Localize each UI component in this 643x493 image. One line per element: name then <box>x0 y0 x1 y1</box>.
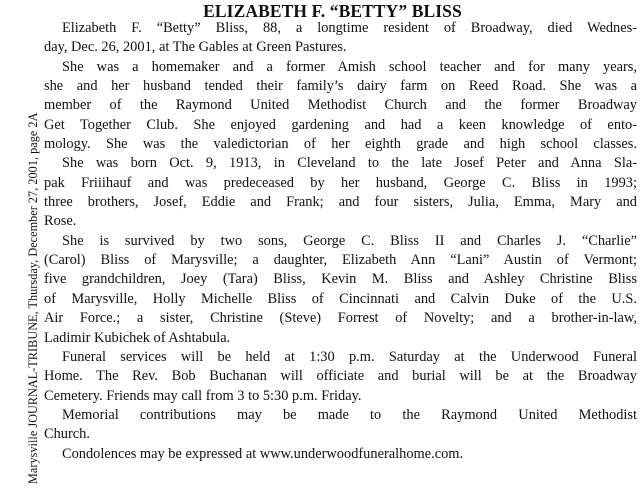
paragraph-memorial-contributions <box>44 406 637 445</box>
text-line: Memorial contributions may be made to the Raymond United Methodist <box>62 406 637 423</box>
text-line: she and her husband tended their family’s dairy farm on Reed Road. She was a <box>44 78 637 95</box>
text-line: Condolences may be expressed at www.underwoodfuneralhome.com. <box>62 445 464 462</box>
text-line: pak Friiihauf and was predeceased by her husband, George C. Bliss in 1993; <box>44 174 637 191</box>
text-line: Home. The Rev. Bob Buchanan will officiate and burial will be at the Broadway <box>44 368 637 385</box>
obituary-title: ELIZABETH F. “BETTY” BLISS <box>203 1 462 21</box>
text-line: She is survived by two sons, George C. Bliss II and Charles J. “Charlie” <box>62 232 637 249</box>
text-line: Rose. <box>44 213 77 230</box>
text-line: Cemetery. Friends may call from 3 to 5:30 p.m. Friday. <box>44 387 362 404</box>
text-line: Ladimir Kubichek of Ashtabula. <box>44 329 231 346</box>
text-line: three brothers, Josef, Eddie and Frank; and four sisters, Julia, Emma, Mary and <box>44 194 637 211</box>
paragraph-funeral-services <box>44 348 637 406</box>
text-line: She was a homemaker and a former Amish school teacher and for many years, <box>62 58 637 75</box>
paragraph-death-notice <box>44 19 637 58</box>
text-line: five grandchildren, Joey (Tara) Bliss, Kevin M. Bliss and Ashley Christine Bliss <box>44 271 637 288</box>
text-line: member of the Raymond United Methodist Church and the former Broadway <box>44 97 637 114</box>
paragraph-biography <box>44 58 637 155</box>
obituary-body <box>44 19 637 464</box>
text-line: Elizabeth F. “Betty” Bliss, 88, a longtime resident of Broadway, died Wednes- <box>62 20 637 36</box>
text-line: day, Dec. 26, 2001, at The Gables at Green Pastures. <box>44 39 347 56</box>
text-line: Air Force.; a sister, Christine (Steve) Forrest of Novelty; and a brother-in-law, <box>44 310 637 327</box>
paragraph-survivors <box>44 232 637 348</box>
text-line: She was born Oct. 9, 1913, in Cleveland to the late Josef Peter and Anna Sla- <box>62 155 637 172</box>
paragraph-birth-family <box>44 154 637 231</box>
text-line: of Marysville, Holly Michelle Bliss of Cincinnati and Calvin Duke of the U.S. <box>44 290 637 307</box>
text-line: mology. She was the valedictorian of her eighth grade and high school classes. <box>44 136 637 153</box>
paragraph-condolences <box>55 445 637 464</box>
side-caption: Marysville JOURNAL-TRIBUNE, Thursday, December 27, 2001, page 2A <box>26 112 40 484</box>
text-line: (Carol) Bliss of Marysville; a daughter, Elizabeth Ann “Lani” Austin of Vermont; <box>44 252 637 269</box>
text-line: Church. <box>44 426 90 443</box>
text-line: Funeral services will be held at 1:30 p.m. Saturday at the Underwood Funeral <box>62 348 637 365</box>
text-line: Get Together Club. She enjoyed gardening and had a keen knowledge of ento- <box>44 116 637 133</box>
